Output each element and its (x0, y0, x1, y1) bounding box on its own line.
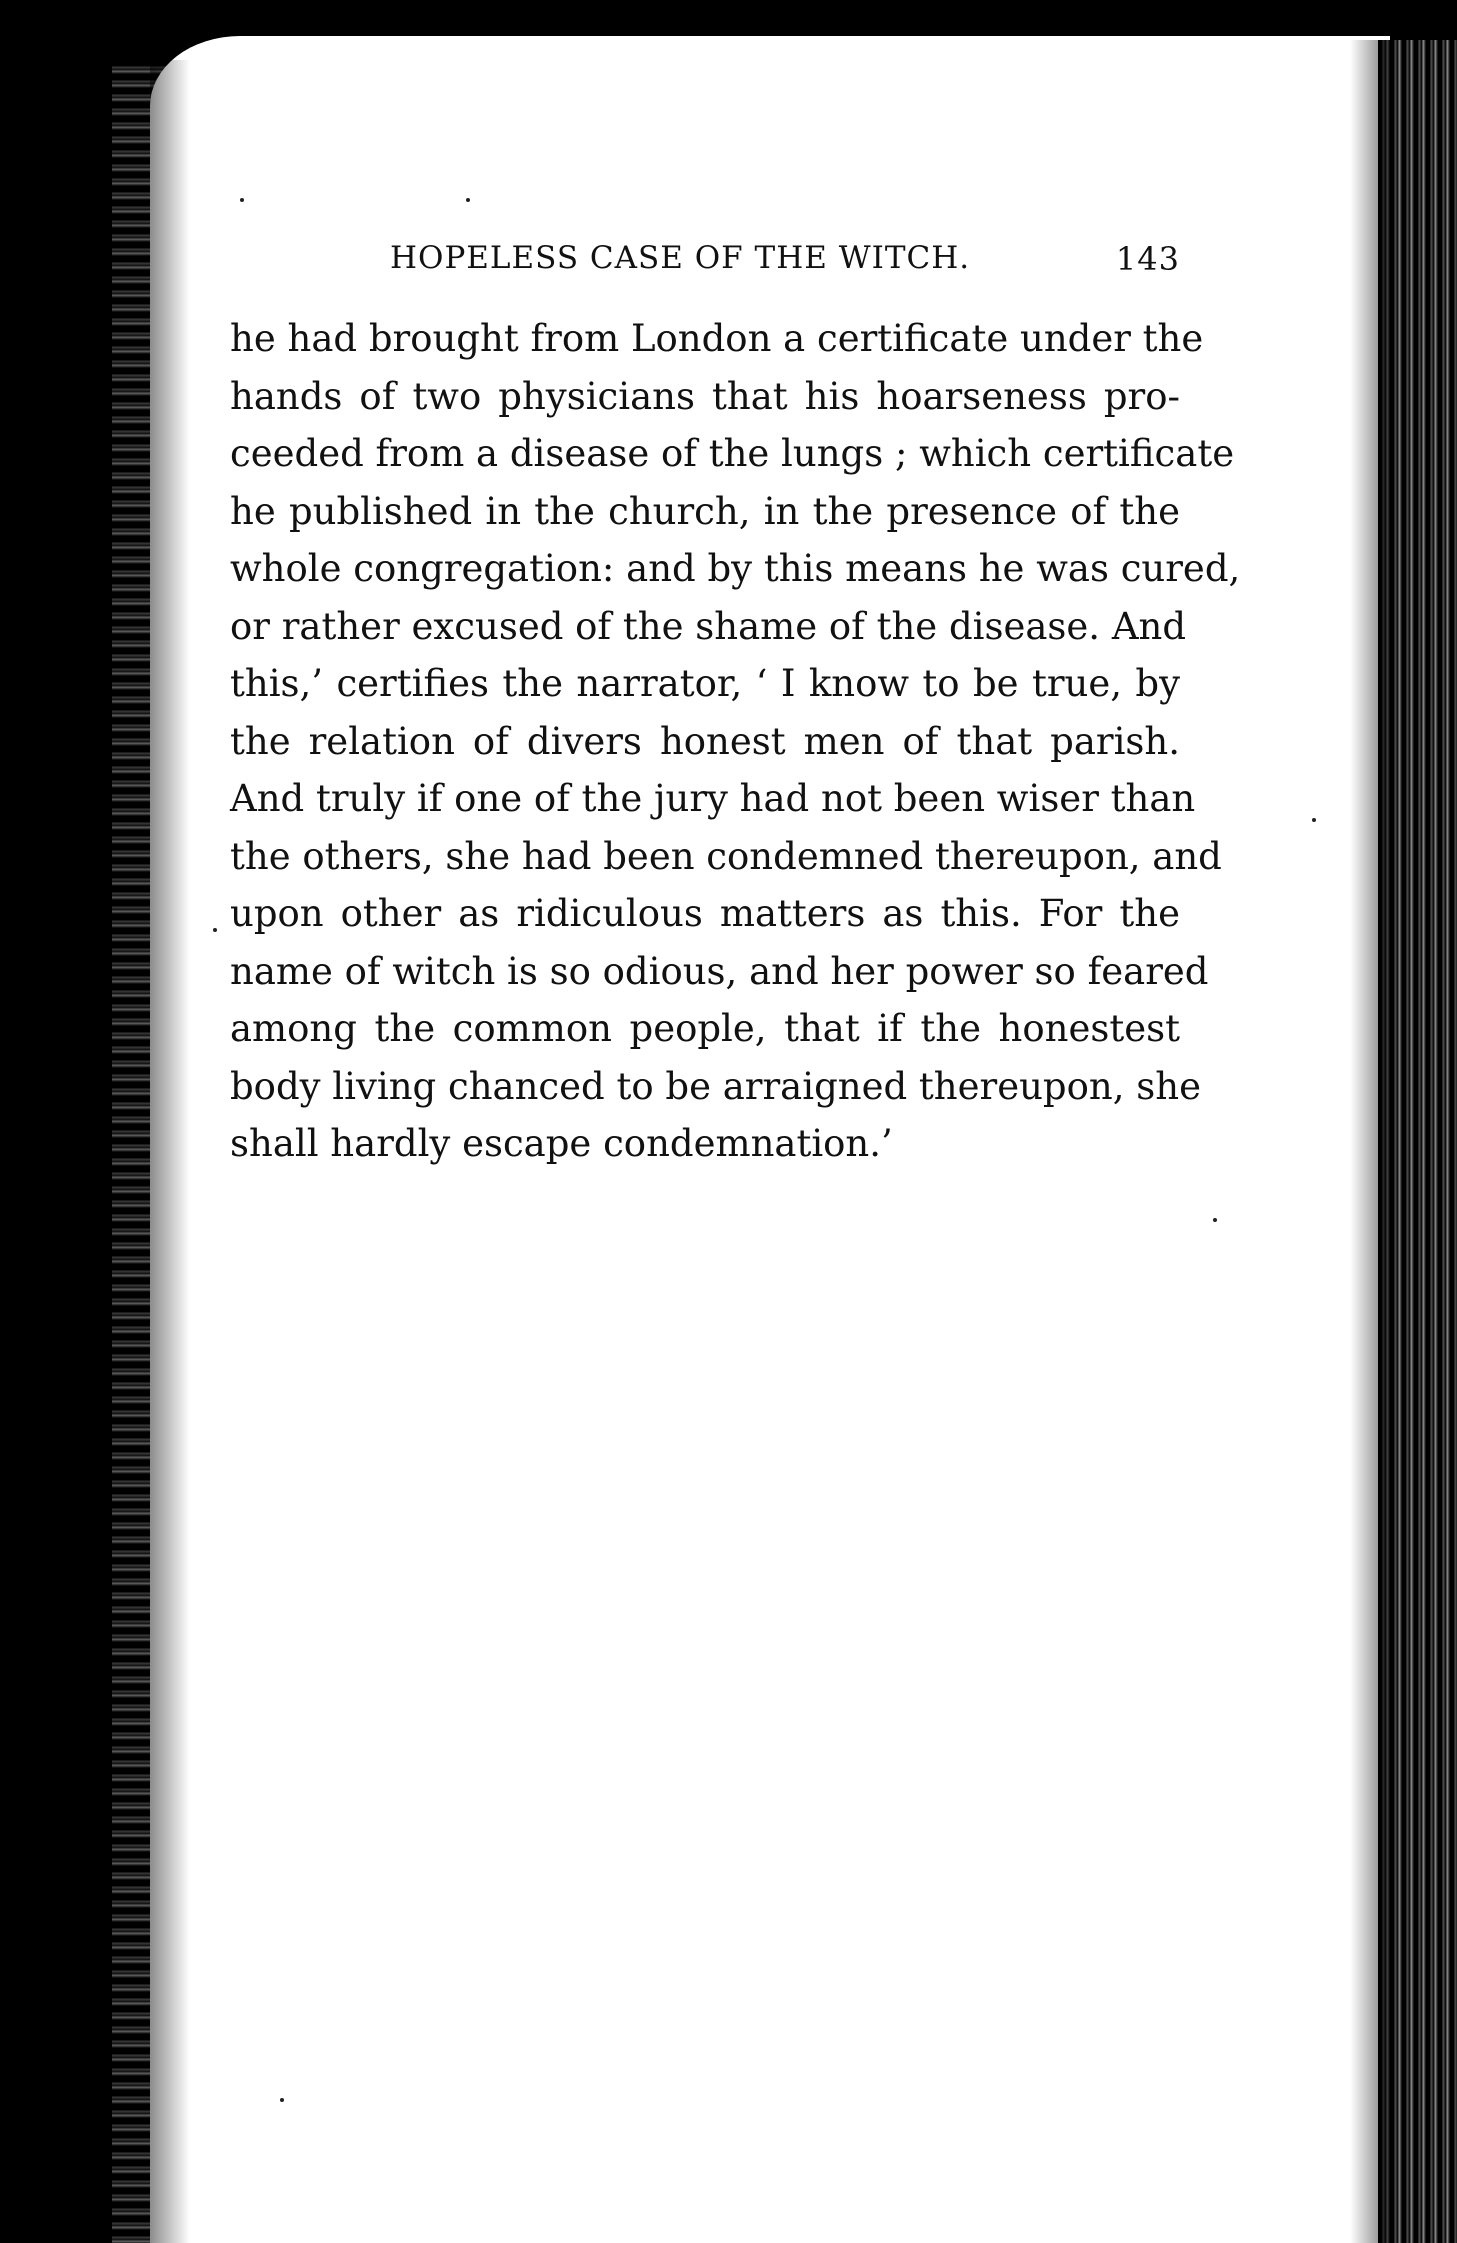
text-line: upon other as ridiculous matters as this. For the (230, 892, 1180, 935)
text-line: he published in the church, in the presence of the (230, 489, 1180, 533)
scan-speck (1312, 818, 1316, 822)
text-line: the others, she had been condemned thereupon, and (230, 834, 1222, 878)
text-line-last: shall hardly escape condemnation.’ (230, 1122, 893, 1165)
scan-speck (466, 198, 470, 202)
running-title: HOPELESS CASE OF THE WITCH. (390, 240, 971, 276)
text-line: whole congregation: and by this means he was cured, (230, 547, 1241, 590)
scan-speck (240, 198, 244, 202)
text-line: body living chanced to be arraigned thereupon, she (230, 1064, 1201, 1108)
page-edge-gradient (1350, 40, 1390, 2243)
text-line: among the common people, that if the honestest (230, 1007, 1180, 1050)
page-content (230, 240, 1241, 1173)
text-line: name of witch is so odious, and her power so feared (230, 949, 1209, 993)
binding-gradient (150, 60, 190, 2243)
text-line: he had brought from London a certificate under the (230, 317, 1204, 360)
text-line: ceeded from a disease of the lungs ; which certificate (230, 432, 1235, 475)
scan-speck (213, 928, 217, 932)
text-line: the relation of divers honest men of that parish. (230, 719, 1180, 763)
page-number: 143 (1115, 240, 1180, 278)
text-line: or rather excused of the shame of the disease. And (230, 604, 1187, 648)
body-paragraph (230, 310, 1241, 1173)
scan-speck (280, 2098, 284, 2102)
running-header (230, 240, 1180, 290)
text-line: this,’ certifies the narrator, ‘ I know to be true, by (230, 662, 1180, 705)
scan-speck (1213, 1218, 1217, 1222)
text-line: And truly if one of the jury had not been wiser than (230, 777, 1196, 820)
text-line: hands of two physicians that his hoarseness pro- (230, 374, 1180, 418)
